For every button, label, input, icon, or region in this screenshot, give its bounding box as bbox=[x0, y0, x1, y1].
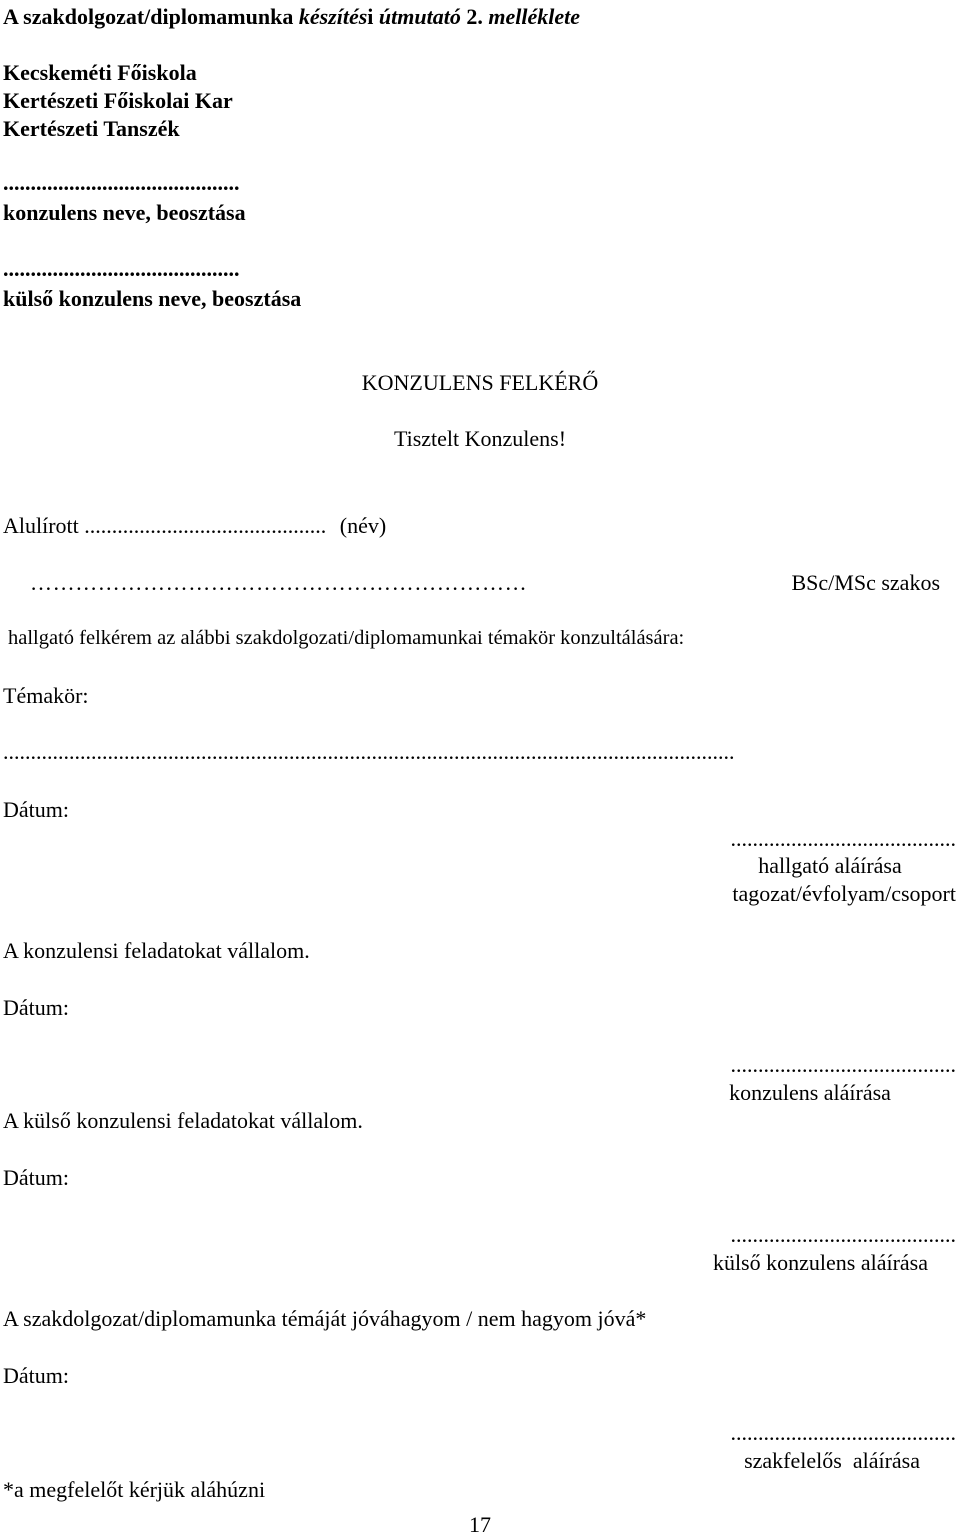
external-signature-label: külső konzulens aláírása bbox=[712, 1250, 928, 1275]
external-signature-dots: ......................................... bbox=[730, 1222, 956, 1247]
approval-text: A szakdolgozat/diplomamunka témáját jóváhagyom / nem hagyom jóvá* bbox=[3, 1306, 647, 1331]
signed-line bbox=[3, 515, 386, 537]
student-group-label: tagozat/évfolyam/csoport bbox=[732, 881, 956, 906]
consultant-signature-label: konzulens aláírása bbox=[729, 1080, 891, 1105]
consultant-date-label: Dátum: bbox=[3, 995, 69, 1020]
approval-signature-dots: ......................................... bbox=[730, 1420, 956, 1445]
external-consultant-dots: ........................................... bbox=[3, 256, 240, 281]
signed-suffix: (név) bbox=[339, 513, 387, 538]
consultant-label: konzulens neve, beosztása bbox=[3, 200, 246, 225]
institution-name: Kecskeméti Főiskola bbox=[3, 60, 197, 85]
approval-signature-label: szakfelelős aláírása bbox=[744, 1448, 920, 1473]
department-name: Kertészeti Tanszék bbox=[3, 116, 180, 141]
header-text-3: i bbox=[367, 4, 379, 29]
header-text-1: A szakdolgozat/diplomamunka bbox=[3, 4, 299, 29]
header-text-5: 2. bbox=[460, 4, 489, 29]
footnote: *a megfelelőt kérjük aláhúzni bbox=[3, 1477, 266, 1502]
header-text-2: készítés bbox=[298, 4, 368, 29]
approval-date-label: Dátum: bbox=[3, 1363, 69, 1388]
request-text: hallgató felkérem az alábbi szakdolgozati/diplomamunkai témakör konzultálására: bbox=[8, 627, 685, 649]
greeting: Tisztelt Konzulens! bbox=[393, 426, 567, 451]
external-consultant-label: külső konzulens neve, beosztása bbox=[3, 286, 302, 311]
form-title: KONZULENS FELKÉRŐ bbox=[361, 370, 599, 395]
page-number: 17 bbox=[469, 1512, 491, 1537]
external-date-label: Dátum: bbox=[3, 1165, 69, 1190]
header-text-6: melléklete bbox=[488, 4, 580, 29]
signed-prefix: Alulírott ............................................ bbox=[3, 513, 327, 538]
topic-label: Témakör: bbox=[3, 683, 89, 708]
consultant-dots: ........................................... bbox=[3, 170, 240, 195]
major-label: BSc/MSc szakos bbox=[791, 570, 940, 595]
faculty-name: Kertészeti Főiskolai Kar bbox=[3, 88, 233, 113]
consultant-signature-dots: ......................................... bbox=[730, 1052, 956, 1077]
consultant-accept-text: A konzulensi feladatokat vállalom. bbox=[3, 938, 310, 963]
student-date-label: Dátum: bbox=[3, 797, 69, 822]
document-header bbox=[3, 6, 580, 28]
student-signature-dots: ......................................... bbox=[730, 826, 956, 851]
external-accept-text: A külső konzulensi feladatokat vállalom. bbox=[3, 1108, 363, 1133]
header-text-4: útmutató bbox=[378, 4, 461, 29]
topic-dots: ..................................................................................................................................... bbox=[3, 741, 735, 763]
major-dots: ………………………………………………………… bbox=[30, 570, 528, 595]
major-line bbox=[30, 572, 940, 594]
student-signature-label: hallgató aláírása bbox=[758, 853, 902, 878]
